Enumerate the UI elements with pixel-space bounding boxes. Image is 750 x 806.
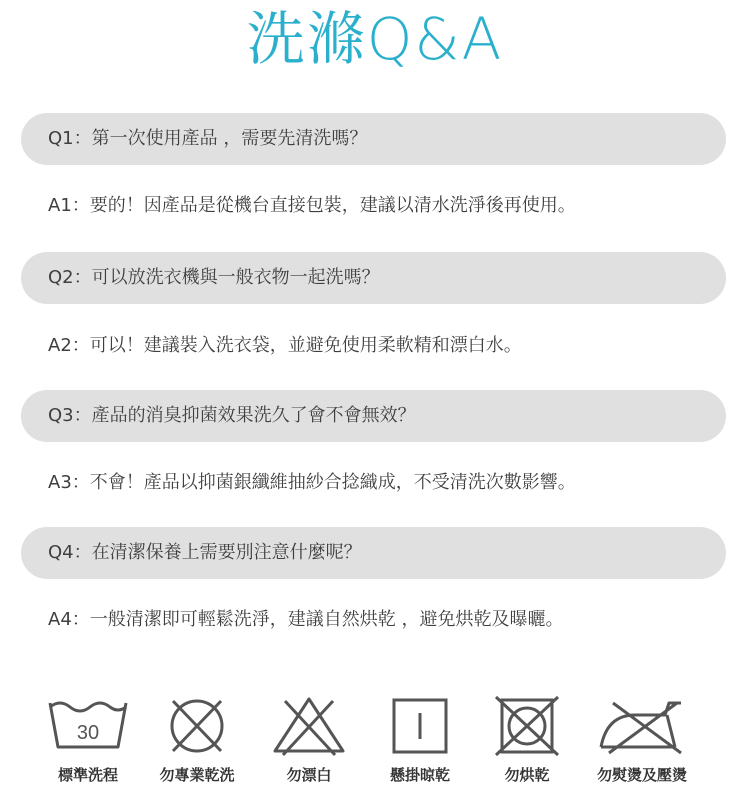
care-symbols bbox=[0, 690, 750, 800]
answer-3: A3：不會！產品以抑菌銀纖維抽紗合捻織成，不受清洗次數影響。 bbox=[48, 472, 576, 493]
answer-2: A2：可以！建議裝入洗衣袋，並避免使用柔軟精和漂白水。 bbox=[48, 335, 522, 356]
no-tumble-dry-icon bbox=[491, 695, 563, 757]
care-item-no-dry-clean bbox=[137, 690, 257, 790]
answer-4: A4：一般清潔即可輕鬆洗淨，建議自然烘乾 ，避免烘乾及曝曬。 bbox=[48, 609, 564, 630]
question-1: Q1：第一次使用產品 ，需要先清洗嗎？ bbox=[21, 113, 726, 165]
care-label: 勿熨燙及壓燙 bbox=[596, 766, 687, 784]
wash-temperature: 30 bbox=[76, 722, 100, 744]
care-item-no-iron bbox=[582, 690, 702, 790]
no-dry-clean-icon bbox=[159, 695, 235, 757]
care-label: 懸掛晾乾 bbox=[389, 766, 450, 784]
care-label: 勿專業乾洗 bbox=[159, 766, 235, 784]
care-label: 勿漂白 bbox=[286, 766, 332, 784]
no-bleach-icon bbox=[269, 695, 349, 757]
care-item-no-tumble-dry bbox=[467, 690, 587, 790]
no-iron-icon bbox=[595, 695, 689, 757]
answer-1: A1：要的！因產品是從機台直接包裝，建議以清水洗淨後再使用。 bbox=[48, 195, 576, 216]
question-2: Q2：可以放洗衣機與一般衣物一起洗嗎？ bbox=[21, 252, 726, 304]
question-4: Q4：在清潔保養上需要別注意什麼呢？ bbox=[21, 527, 726, 579]
care-label: 標準洗程 bbox=[57, 766, 118, 784]
care-label: 勿烘乾 bbox=[504, 766, 550, 784]
page-title: 洗滌Q&A bbox=[246, 5, 504, 73]
care-item-standard-wash bbox=[28, 690, 148, 790]
care-item-no-bleach bbox=[249, 690, 369, 790]
question-3: Q3：產品的消臭抑菌效果洗久了會不會無效？ bbox=[21, 390, 726, 442]
wash-30-icon bbox=[46, 695, 130, 755]
care-item-hang-dry bbox=[360, 690, 480, 790]
hang-dry-icon bbox=[387, 695, 453, 757]
